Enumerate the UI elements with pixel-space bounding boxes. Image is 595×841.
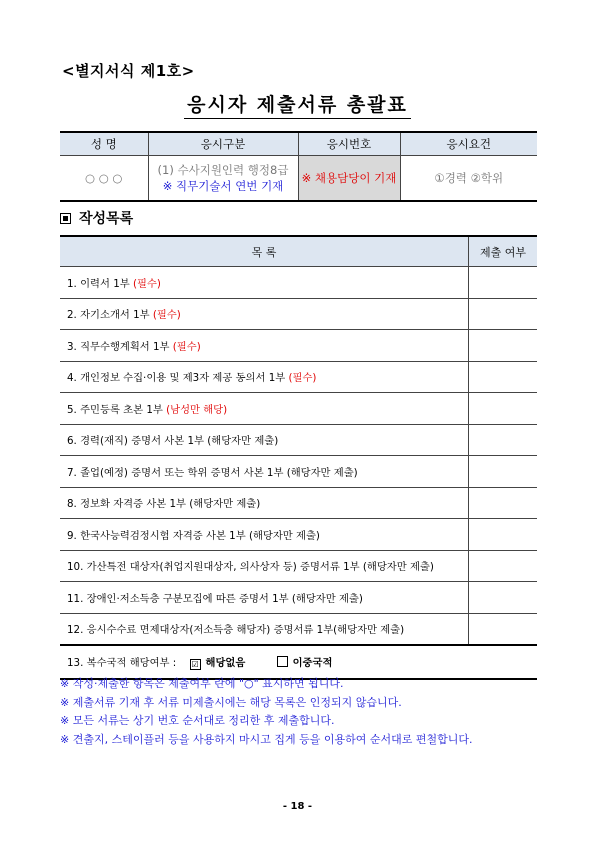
submitted-cell[interactable] <box>469 361 537 393</box>
list-item-note: (필수) <box>288 372 317 385</box>
list-item <box>60 519 537 551</box>
submitted-cell[interactable] <box>469 613 537 645</box>
submitted-cell[interactable] <box>469 582 537 614</box>
list-item <box>60 582 537 614</box>
square-bullet-icon <box>60 213 71 224</box>
submitted-cell[interactable] <box>469 456 537 488</box>
note-4: ※ 견출지, 스테이플러 등을 사용하지 마시고 집게 등을 이용하여 순서대로 편철합니다. <box>60 732 473 746</box>
list-item-label <box>60 456 469 488</box>
list-item-label <box>60 519 469 551</box>
header-exam-number: 응시번호 <box>298 132 400 156</box>
list-item <box>60 613 537 645</box>
applicant-value-row <box>60 156 537 202</box>
list-item-text: 5. 주민등록 초본 1부 <box>67 403 167 416</box>
document-list-table <box>60 235 537 680</box>
note-3: ※ 모든 서류는 상기 번호 순서대로 정리한 후 제출합니다. <box>60 714 335 727</box>
list-item-text: 12. 응시수수료 면제대상자(저소득층 해당자) 증명서류 1부(해당자만 제출) <box>67 624 405 637</box>
category-line1: (1) 수사지원인력 행정8급 <box>157 163 289 177</box>
submitted-cell[interactable] <box>469 424 537 456</box>
submitted-cell[interactable] <box>469 487 537 519</box>
list-item <box>60 424 537 456</box>
list-header-row <box>60 236 537 267</box>
list-item <box>60 456 537 488</box>
list-item-text: 6. 경력(재직) 증명서 사본 1부 (해당자만 제출) <box>67 435 279 448</box>
category-line2: ※ 직무기술서 연번 기재 <box>162 179 284 193</box>
dual-nationality-cell <box>60 645 537 679</box>
list-item-note: (필수) <box>132 277 161 290</box>
list-item-text: 3. 직무수행계획서 1부 <box>67 340 173 353</box>
list-item <box>60 550 537 582</box>
exam-number-cell: ※ 채용담당이 기재 <box>298 156 400 202</box>
header-name: 성 명 <box>60 132 148 156</box>
list-item-label <box>60 613 469 645</box>
applicant-info-table <box>60 131 537 202</box>
list-item <box>60 298 537 330</box>
note-1: ※ 작성·제출한 항목은 제출여부 란에 "○" 표시하면 됩니다. <box>60 677 344 690</box>
list-item-note: (남성만 해당) <box>166 403 228 416</box>
list-item-label <box>60 487 469 519</box>
list-item-label <box>60 582 469 614</box>
checked-checkbox-icon[interactable]: ☑ <box>191 660 199 669</box>
list-item-text: 11. 장애인·저소득층 구분모집에 따른 증명서 1부 (해당자만 제출) <box>67 592 363 605</box>
submitted-cell[interactable] <box>469 267 537 299</box>
unchecked-checkbox-icon[interactable] <box>277 656 288 667</box>
list-item <box>60 487 537 519</box>
list-item-text: 10. 가산특전 대상자(취업지원대상자, 의사상자 등) 증명서류 1부 (해당자만 제출) <box>67 561 434 574</box>
submitted-cell[interactable] <box>469 298 537 330</box>
list-item-label <box>60 550 469 582</box>
list-item-text: 8. 정보화 자격증 사본 1부 (해당자만 제출) <box>67 498 261 511</box>
list-item-label <box>60 330 469 362</box>
option-none: 해당없음 <box>205 657 246 669</box>
list-item <box>60 267 537 299</box>
dual-nationality-row <box>60 645 537 679</box>
list-item-note: (필수) <box>152 309 181 322</box>
submitted-cell[interactable] <box>469 550 537 582</box>
option-dual: 이중국적 <box>292 657 333 669</box>
list-item-text: 4. 개인정보 수집·이용 및 제3자 제공 동의서 1부 <box>67 372 289 385</box>
header-category: 응시구분 <box>148 132 298 156</box>
header-list: 목 록 <box>60 236 469 267</box>
list-item-label <box>60 298 469 330</box>
category-cell[interactable] <box>148 156 298 202</box>
list-item-text: 7. 졸업(예정) 증명서 또는 학위 증명서 사본 1부 (해당자만 제출) <box>67 466 358 479</box>
header-requirement: 응시요건 <box>400 132 537 156</box>
list-item-text: 9. 한국사능력검정시험 자격증 사본 1부 (해당자만 제출) <box>67 529 320 542</box>
note-2: ※ 제출서류 기재 후 서류 미제출시에는 해당 목록은 인정되지 않습니다. <box>60 695 402 709</box>
document-rows <box>60 267 537 646</box>
applicant-header-row <box>60 132 537 156</box>
list-item-text: 2. 자기소개서 1부 <box>67 309 153 322</box>
section-title: 작성목록 <box>79 211 134 227</box>
header-submitted: 제출 여부 <box>469 236 537 267</box>
list-item-note: (필수) <box>172 340 201 353</box>
submitted-cell[interactable] <box>469 519 537 551</box>
form-number: <별지서식 제1호> <box>62 62 195 80</box>
list-item <box>60 361 537 393</box>
name-cell[interactable]: ○ ○ ○ <box>60 156 148 202</box>
submitted-cell[interactable] <box>469 393 537 425</box>
list-item-text: 1. 이력서 1부 <box>67 277 133 290</box>
list-item-label <box>60 424 469 456</box>
list-item <box>60 330 537 362</box>
list-item-label <box>60 267 469 299</box>
requirement-cell[interactable]: ①경력 ②학위 <box>400 156 537 202</box>
document-title-text: 응시자 제출서류 총괄표 <box>184 94 411 119</box>
list-item <box>60 393 537 425</box>
notes <box>60 675 472 749</box>
list-item-label <box>60 393 469 425</box>
section-heading <box>60 208 133 228</box>
submitted-cell[interactable] <box>469 330 537 362</box>
page-number: - 18 - <box>282 801 313 812</box>
document-title <box>0 90 595 117</box>
dual-nationality-label: 13. 복수국적 해당여부 : <box>67 657 177 669</box>
list-item-label <box>60 361 469 393</box>
